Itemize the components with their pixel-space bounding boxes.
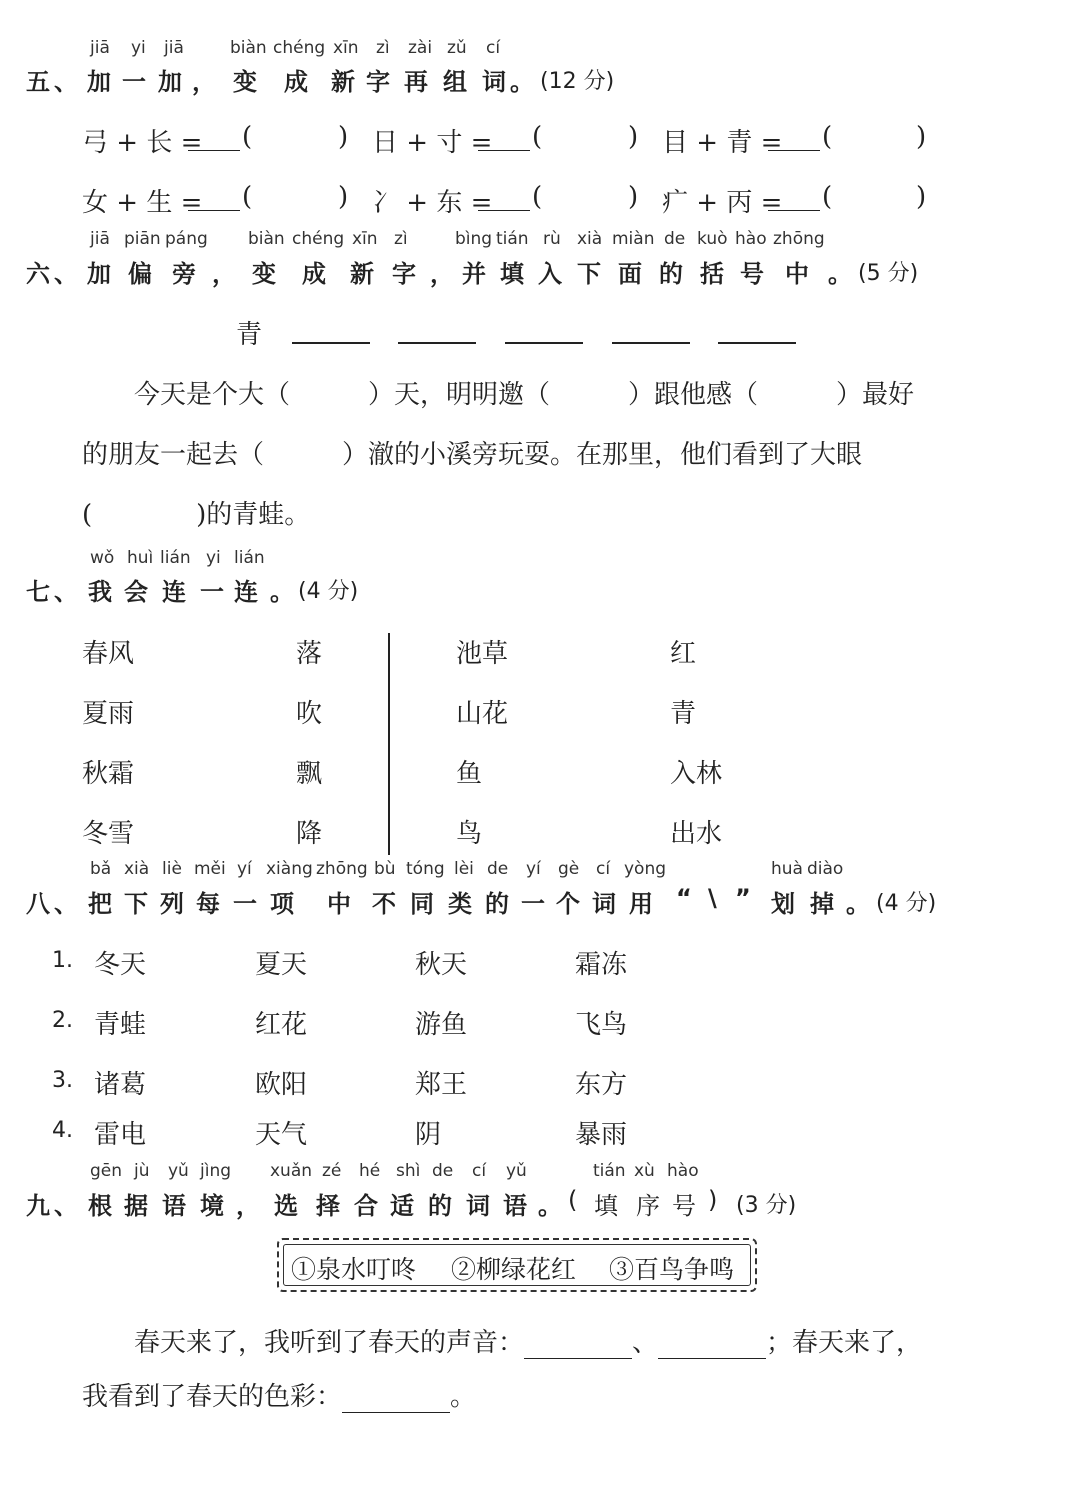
match-word[interactable]: 夏雨 [82,699,135,729]
option-1: ①泉水叮咚 [291,1255,417,1284]
match-word[interactable]: 鱼 [456,759,483,789]
word-option[interactable]: 暴雨 [575,1120,628,1150]
match-word[interactable]: 吹 [296,699,323,729]
match-word[interactable]: 落 [296,639,323,669]
s9-answer-blank[interactable] [524,1332,632,1359]
word-option[interactable]: 夏天 [255,950,308,980]
s5-expr: 日 + 寸 = [372,128,493,158]
match-word[interactable]: 春风 [82,639,135,669]
word-option[interactable]: 游鱼 [415,1010,468,1040]
s8-title: 八 、 把 下 列 每 一 项 中 不 同 类 的 一 个 词 用 “ \ ” 划 掉 。 (4 分) [26,884,937,918]
s9-line-1: 春天来了，我听到了春天的声音： 、 ；春天来了， [134,1328,923,1358]
match-word[interactable]: 红 [670,639,697,669]
s6-base-char: 青 [236,320,263,350]
word-option[interactable]: 冬天 [94,950,147,980]
word-option[interactable]: 郑王 [415,1070,468,1100]
s6-title: 六 、 加 偏 旁 ， 变 成 新 字 ， 并 填 入 下 面 的 括 号 中 。 (5 分) [26,260,919,288]
word-option[interactable]: 阴 [415,1120,442,1150]
s5-row-2: 女 + 生 = ( ) 冫 + 东 = ( ) 疒 + 丙 = ( ) [82,182,927,218]
match-word[interactable]: 青 [670,699,697,729]
s5-expr: 疒 + 丙 = [662,188,783,218]
s6-paragraph-line-2: 的朋友一起去（ ）澈的小溪旁玩耍。在那里，他们看到了大眼 [82,440,863,470]
s5-answer-blank[interactable] [188,184,240,211]
s5-expr: 冫 + 东 = [372,188,493,218]
s5-answer-blank[interactable] [768,184,820,211]
match-word[interactable]: 池草 [456,639,509,669]
match-word[interactable]: 山花 [456,699,509,729]
word-option[interactable]: 诸葛 [94,1070,147,1100]
s7-title: 七 、 我 会 连 一 连 。 (4 分) [26,578,359,606]
s9-answer-blank[interactable] [658,1332,766,1359]
s6-paragraph-line-1: 今天是个大（ ）天，明明邀（ ）跟他感（ ）最好 [134,380,915,410]
match-word[interactable]: 秋霜 [82,759,135,789]
word-option[interactable]: 红花 [255,1010,308,1040]
word-option[interactable]: 青蛙 [94,1010,147,1040]
word-option[interactable]: 天气 [255,1120,308,1150]
s9-options-box [277,1238,757,1292]
s5-title: 五 、 加 一 加 ， 变 成 新 字 再 组 词 。 (12 分) [26,68,615,96]
s5-answer-blank[interactable] [478,184,530,211]
s5-row-1: 弓 + 长 = ( ) 日 + 寸 = ( ) 目 + 青 = ( ) [82,122,927,158]
s6-blank-1[interactable] [292,342,370,344]
s6-blank-3[interactable] [505,342,583,344]
s6-blank-5[interactable] [718,342,796,344]
s5-expr: 弓 + 长 = [82,128,203,158]
s5-answer-blank[interactable] [188,124,240,151]
match-word[interactable]: 冬雪 [82,819,135,849]
match-word[interactable]: 飘 [296,759,323,789]
s7-divider [388,633,390,855]
match-word[interactable]: 入林 [670,759,723,789]
s5-expr: 女 + 生 = [82,188,203,218]
word-option[interactable]: 欧阳 [255,1070,308,1100]
s9-title: 九 、 根 据 语 境 ， 选 择 合 适 的 词 语 。 ( 填 序 号 ) (3 分) [26,1186,797,1220]
match-word[interactable]: 出水 [670,819,723,849]
s5-answer-blank[interactable] [768,124,820,151]
s9-line-2: 我看到了春天的色彩： 。 [82,1382,477,1412]
word-option[interactable]: 东方 [575,1070,628,1100]
word-option[interactable]: 秋天 [415,950,468,980]
option-3: ③百鸟争鸣 [609,1255,735,1284]
s8-pinyin: bǎ xià liè měi yí xiàng zhōng bù tóng lèi de yí gè cí yòng huà diào [90,859,844,879]
s7-pinyin: wǒ huì lián yi lián [90,548,265,568]
s5-pinyin: jiā yi jiā biàn chéng xīn zì zài zǔ cí [90,38,501,58]
s5-expr: 目 + 青 = [662,128,783,158]
s6-pinyin: jiā piān páng biàn chéng xīn zì bìng tián rù xià miàn de kuò hào zhōng [90,229,825,249]
s6-blank-2[interactable] [398,342,476,344]
s9-answer-blank[interactable] [342,1386,450,1413]
s6-paragraph-line-3: ( )的青蛙。 [82,500,311,530]
word-option[interactable]: 飞鸟 [575,1010,628,1040]
match-word[interactable]: 降 [296,819,323,849]
s6-blank-4[interactable] [612,342,690,344]
word-option[interactable]: 霜冻 [575,950,628,980]
option-2: ②柳绿花红 [451,1255,577,1284]
s5-answer-blank[interactable] [478,124,530,151]
word-option[interactable]: 雷电 [94,1120,147,1150]
s9-pinyin: gēn jù yǔ jìng xuǎn zé hé shì de cí yǔ tián xù hào [90,1161,699,1181]
match-word[interactable]: 鸟 [456,819,483,849]
